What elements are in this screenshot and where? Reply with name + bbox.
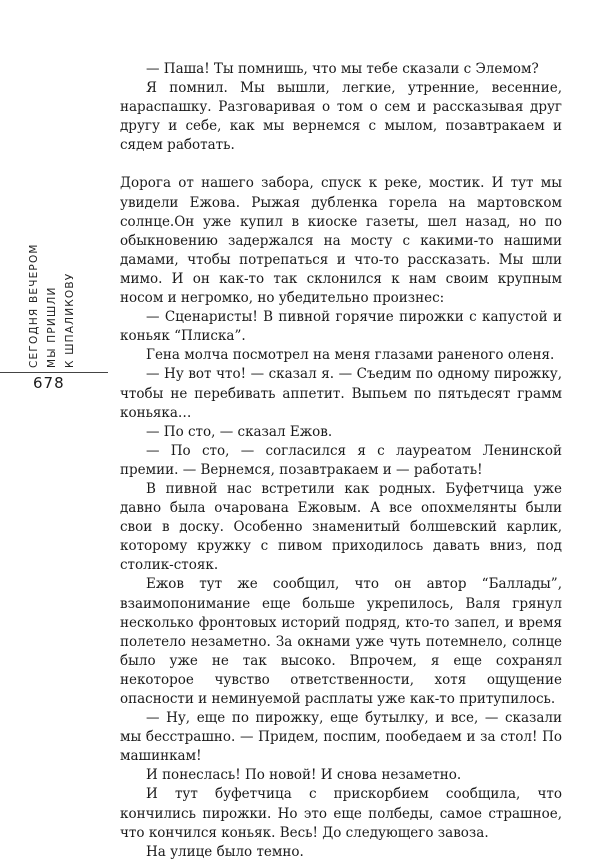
paragraph: На улице было темно. — [146, 843, 304, 860]
running-title — [25, 243, 87, 368]
running-title-line: МЫ ПРИШЛИ — [46, 286, 58, 368]
paragraph: Дорога от нашего забора, спуск к реке, мостик. И тут мы увидели Ежова. Рыжая дубленка горела на мартовском солнце.Он уже купил в киоске газеты, шел назад, но по обыкновению задержался на мосту с какими-то нашими дамами, чтобы потрепаться и что-то рассказать. Мы шли мимо. И он как-то так склонился к нам своим крупным носом и негромко, но убедительно произнес: — [120, 175, 562, 307]
paragraph: Ежов тут же сообщил, что он автор “Баллады”, взаимопонимание еще больше укрепилось, Валя грянул несколько фронтовых историй подряд, кто-то запел, и время полетело незаметно. За окнами уже чуть потемнело, солнце было уже не так высоко. Впрочем, я еще сохранял некоторое чувство ответственности, хотя ощущение опасности и неминуемой расплаты уже как-то притупилось. — [120, 576, 562, 707]
running-title-line: К ШПАЛИКОВУ — [64, 272, 76, 368]
paragraph: Гена молча посмотрел на меня глазами раненого оленя. — [146, 347, 555, 364]
paragraph: — По сто, — согласился я с лауреатом Ленинской премии. — Вернемся, позавтракаем и — работать! — [120, 442, 562, 478]
body-text — [120, 60, 562, 862]
paragraph: — Сценаристы! В пивной горячие пирожки с капустой и коньяк “Плиска”. — [120, 309, 562, 345]
page-number: 678 — [33, 374, 65, 392]
paragraph: — Паша! Ты помнишь, что мы тебе сказали с Элемом? — [146, 61, 539, 77]
paragraph: — Ну, еще по пирожку, еще бутылку, и все, — сказали мы бесстрашно. — Придем, поспим, пообедаем и за стол! По машинкам! — [120, 710, 562, 765]
running-title-line: СЕГОДНЯ ВЕЧЕРОМ — [28, 243, 40, 368]
section-gap — [120, 155, 562, 174]
paragraph: И тут буфетчица с прискорбием сообщила, что кончились пирожки. Но это еще полбеды, самое страшное, что кончился коньяк. Весь! До следующего завоза. — [120, 786, 562, 841]
paragraph: И понеслась! По новой! И снова незаметно. — [146, 767, 462, 784]
paragraph: — По сто, — сказал Ежов. — [146, 423, 333, 440]
paragraph: В пивной нас встретили как родных. Буфетчица уже давно была очарована Ежовым. А все опохмелянты были свои в доску. Особенно знаменитый болшевский карлик, которому кружку с пивом приходилось давать вниз, под столик-стояк. — [120, 480, 562, 574]
page-number-rule — [0, 372, 108, 373]
paragraph: — Ну вот что! — сказал я. — Съедим по одному пирожку, чтобы не перебивать аппетит. Выпьем по пятьдесят грамм коньяка… — [120, 366, 562, 421]
paragraph: Я помнил. Мы вышли, легкие, утренние, весенние, нараспашку. Разговаривая о том о сем и рассказывая друг другу и себе, как мы вернемся с мылом, позавтракаем и сядем работать. — [120, 80, 562, 154]
